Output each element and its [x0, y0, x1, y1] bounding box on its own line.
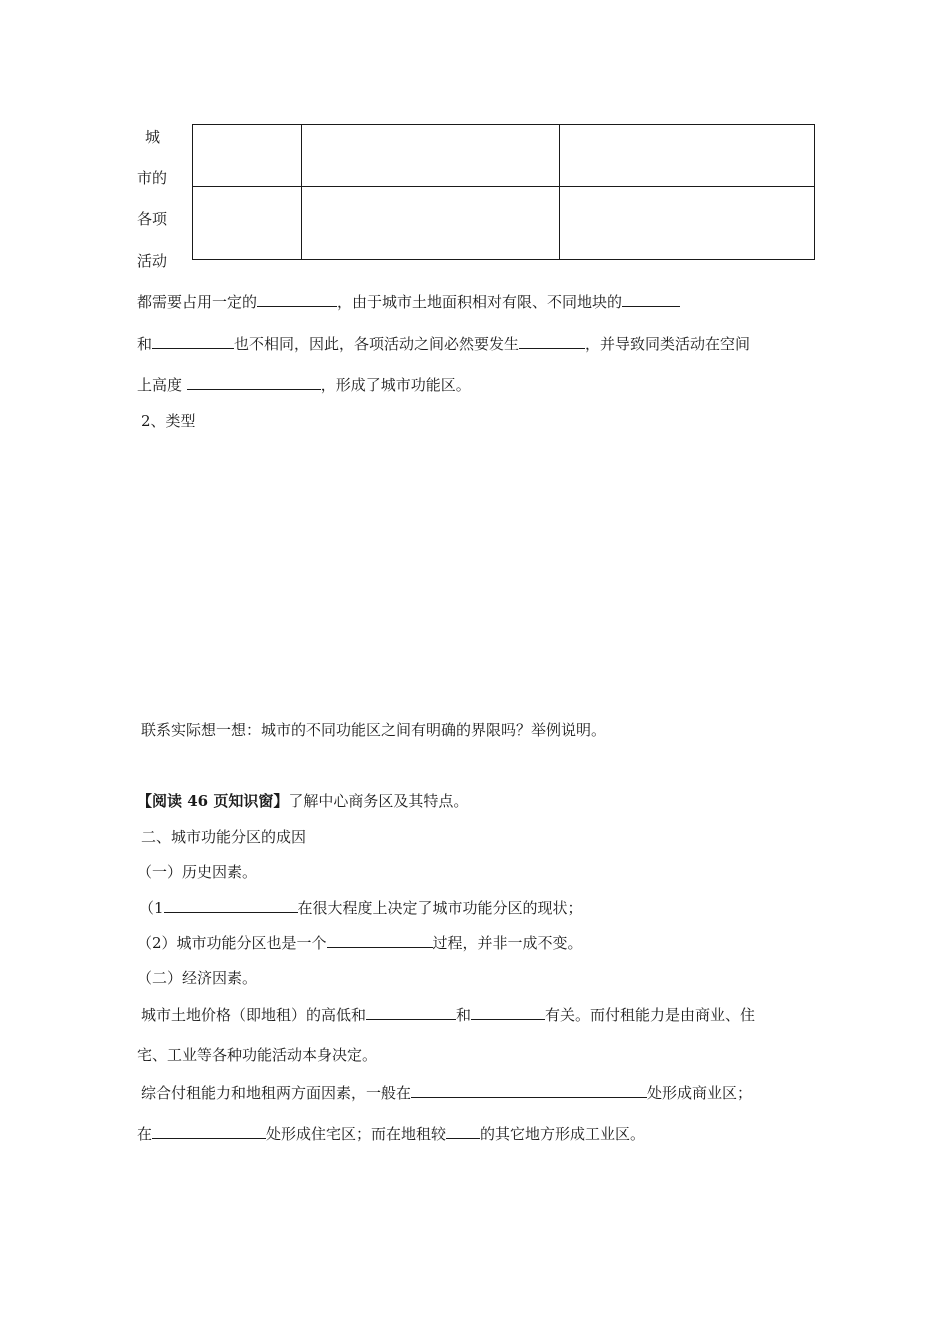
blank-field[interactable]	[152, 1124, 266, 1139]
side-label-3: 各项	[137, 210, 168, 228]
history-item1	[139, 898, 583, 918]
text: 处形成商业区；	[647, 1084, 753, 1102]
table-cell[interactable]	[193, 125, 302, 187]
text: 处形成住宅区；而在地租较	[266, 1125, 447, 1143]
blank-field[interactable]	[622, 292, 680, 307]
text: ，由于城市土地面积相对有限、不同地块的	[337, 293, 623, 311]
reading-bracket: 【阅读 46 页知识窗】	[137, 792, 289, 810]
section2-title: 二、城市功能分区的成因	[141, 828, 307, 846]
economy-line1	[141, 1005, 755, 1025]
blank-field[interactable]	[187, 375, 321, 390]
text: ，并导致同类活动在空间	[585, 335, 751, 353]
table-cell[interactable]	[302, 187, 560, 260]
economy-line3	[141, 1083, 752, 1103]
blank-field[interactable]	[471, 1005, 545, 1020]
economy-title: （二）经济因素。	[137, 969, 258, 987]
blank-field[interactable]	[257, 292, 337, 307]
text: ，形成了城市功能区。	[320, 376, 471, 394]
think-question: 联系实际想一想：城市的不同功能区之间有明确的界限吗？举例说明。	[141, 721, 607, 739]
blank-field[interactable]	[152, 334, 234, 349]
para1-line2	[137, 334, 750, 354]
history-item2	[137, 933, 583, 953]
text: （2）城市功能分区也是一个	[137, 934, 327, 952]
table-cell[interactable]	[302, 125, 560, 187]
blank-field[interactable]	[446, 1124, 480, 1139]
text: （1	[139, 899, 164, 917]
side-label-1: 城	[145, 128, 161, 146]
text: 综合付租能力和地租两方面因素，一般在	[141, 1084, 412, 1102]
table-cell[interactable]	[560, 125, 815, 187]
economy-line2: 宅、工业等各种功能活动本身决定。	[137, 1046, 378, 1064]
text: 有关。而付租能力是由商业、住	[545, 1006, 756, 1024]
history-title: （一）历史因素。	[137, 863, 258, 881]
text: 也不相同，因此，各项活动之间必然要发生	[234, 335, 520, 353]
text: 和	[137, 335, 153, 353]
blank-field[interactable]	[519, 334, 585, 349]
para1-line1	[137, 292, 680, 312]
para1-line3	[137, 375, 471, 395]
heading-types: 2、类型	[141, 412, 196, 430]
blank-field[interactable]	[164, 898, 298, 913]
text: 和	[456, 1006, 472, 1024]
reading-note	[137, 791, 468, 811]
text: 在很大程度上决定了城市功能分区的现状；	[297, 899, 583, 917]
text: 上高度	[137, 376, 183, 394]
text: 在	[137, 1125, 153, 1143]
blank-field[interactable]	[411, 1083, 647, 1098]
blank-field[interactable]	[327, 933, 433, 948]
reading-text: 了解中心商务区及其特点。	[288, 792, 469, 810]
side-label-2: 市的	[137, 169, 168, 187]
text: 的其它地方形成工业区。	[480, 1125, 646, 1143]
empty-table	[192, 124, 815, 260]
text: 过程，并非一成不变。	[432, 934, 583, 952]
table-cell[interactable]	[193, 187, 302, 260]
table-cell[interactable]	[560, 187, 815, 260]
economy-line4	[137, 1124, 645, 1144]
blank-field[interactable]	[366, 1005, 456, 1020]
text: 都需要占用一定的	[137, 293, 258, 311]
text: 城市土地价格（即地租）的高低和	[141, 1006, 367, 1024]
side-label-4: 活动	[137, 252, 168, 270]
